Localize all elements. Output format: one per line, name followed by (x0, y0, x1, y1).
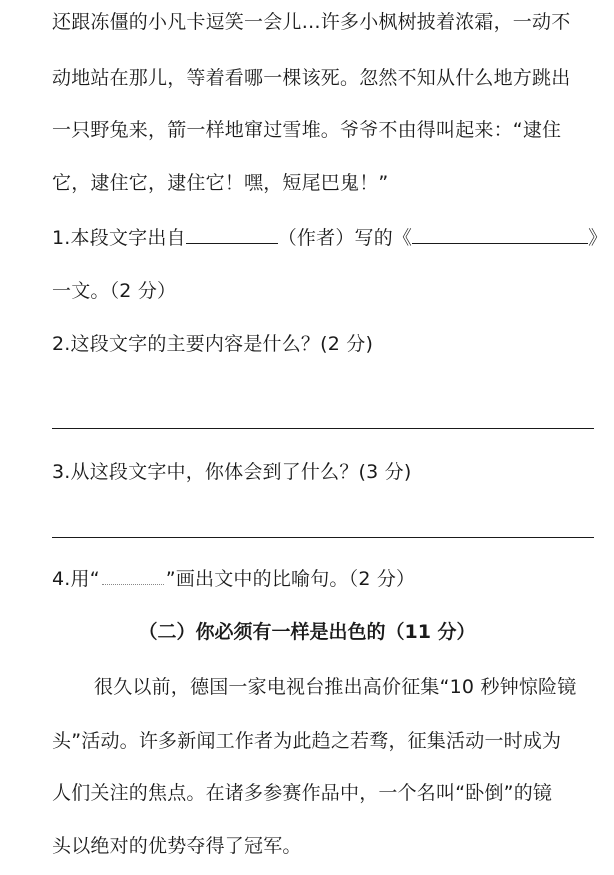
passage-line-2: 动地站在那儿，等着看哪一棵该死。忽然不知从什么地方跳出 (52, 67, 571, 89)
question-2: 2.这段文字的主要内容是什么？(2 分) (52, 333, 374, 355)
passage-line-3: 一只野兔来，箭一样地窜过雪堆。爷爷不由得叫起来：“逮住 (52, 119, 562, 141)
section2-line-4: 头以绝对的优势夺得了冠军。 (52, 835, 302, 857)
question-1-prefix: 1.本段文字出自 (52, 227, 186, 249)
question-4-prefix: 4.用“ (52, 568, 100, 590)
passage-line-4: 它，逮住它，逮住它！嘿，短尾巴鬼！” (52, 172, 389, 194)
question-1-continuation: 一文。（2 分） (52, 280, 177, 302)
dotted-underline-sample (102, 566, 164, 585)
question-1 (52, 225, 607, 250)
question-1-suffix: 》 (588, 227, 608, 249)
section2-line-2: 头”活动。许多新闻工作者为此趋之若骛，征集活动一时成为 (52, 730, 562, 752)
question-1-middle: （作者）写的《 (277, 227, 413, 249)
title-blank[interactable] (412, 225, 588, 244)
answer-line-2[interactable] (52, 428, 594, 429)
answer-line-3[interactable] (52, 537, 594, 538)
question-3: 3.从这段文字中，你体会到了什么？(3 分) (52, 461, 412, 483)
section-heading: （二）你必须有一样是出色的（11 分） (138, 621, 476, 643)
section2-line-3: 人们关注的焦点。在诸多参赛作品中，一个名叫“卧倒”的镜 (52, 782, 553, 804)
passage-line-1: 还跟冻僵的小凡卡逗笑一会儿…许多小枫树披着浓霜，一动不 (52, 11, 571, 33)
author-blank[interactable] (186, 225, 278, 244)
section2-line-1: 很久以前，德国一家电视台推出高价征集“10 秒钟惊险镜 (94, 676, 577, 698)
question-4-suffix: ”画出文中的比喻句。（2 分） (165, 568, 416, 590)
question-4 (52, 566, 415, 591)
